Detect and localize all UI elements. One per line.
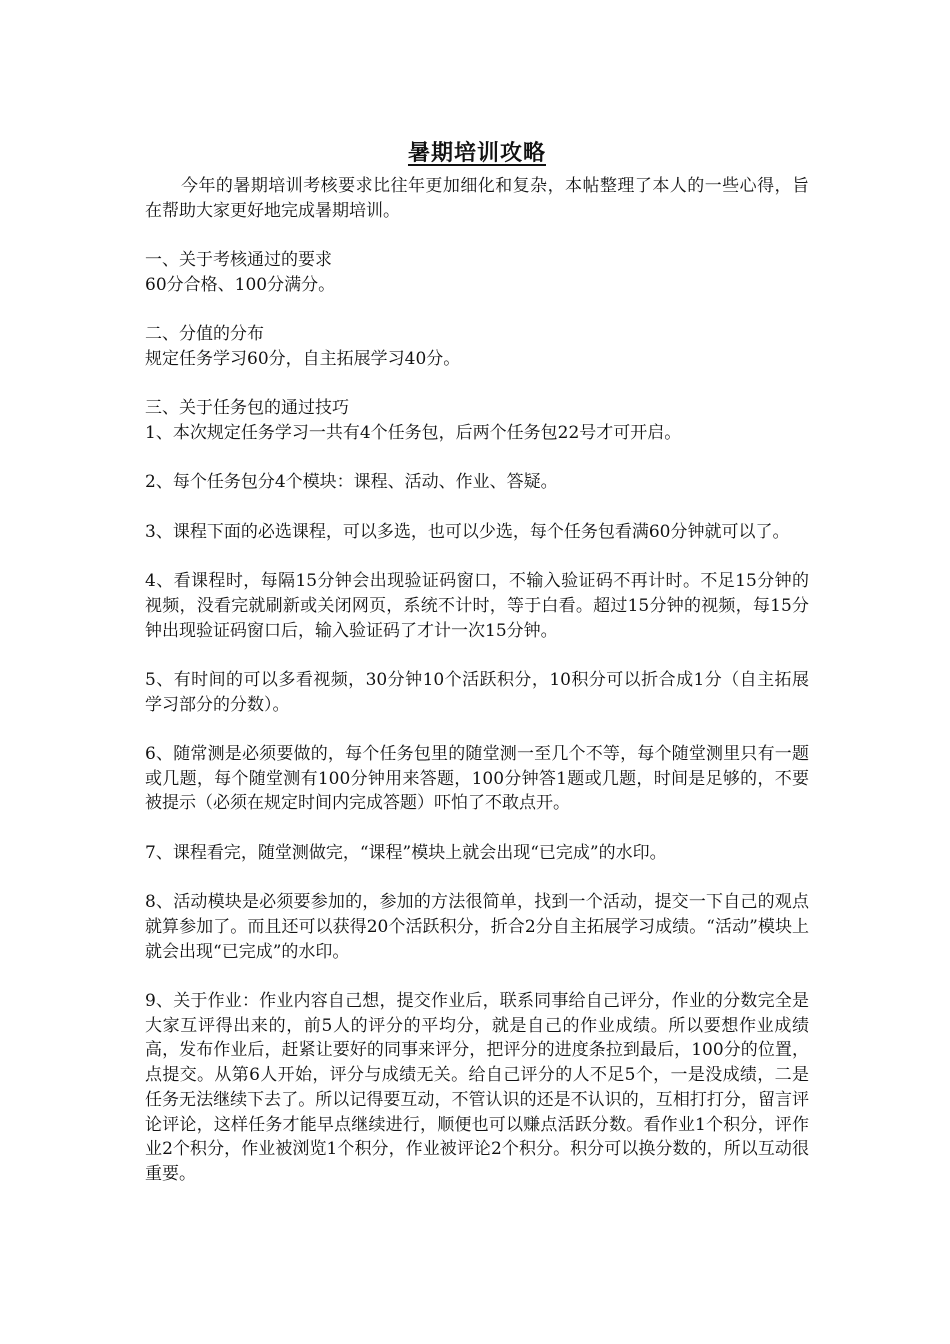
list-item: 7、课程看完，随堂测做完，“课程”模块上就会出现“已完成”的水印。	[145, 842, 667, 863]
intro-paragraph: 今年的暑期培训考核要求比往年更加细化和复杂，本帖整理了本人的一些心得，旨在帮助大家更好地完成暑期培训。	[145, 176, 809, 221]
list-item: 9、关于作业：作业内容自己想，提交作业后，联系同事给自己评分，作业的分数完全是大家互评得出来的，前5人的评分的平均分，就是自己的作业成绩。所以要想作业成绩高，发布作业后，赶紧让要好的同事来评分，把评分的进度条拉到最后，100分的位置，点提交。从第6人开始，评分与成绩无关。给自己评分的人不足5个，一是没成绩，二是任务无法继续下去了。所以记得要互动，不管认识的还是不认识的，互相打打分，留言评论评论，这样任务才能早点继续进行，顺便也可以赚点活跃分数。看作业1个积分，评作业2个积分，作业被浏览1个积分，作业被评论2个积分。积分可以换分数的，所以互动很重要。	[145, 991, 809, 1184]
list-item: 5、有时间的可以多看视频，30分钟10个活跃积分，10积分可以折合成1分（自主拓展学习部分的分数）。	[145, 669, 809, 715]
list-item: 3、课程下面的必选课程，可以多选，也可以少选，每个任务包看满60分钟就可以了。	[145, 521, 790, 542]
section-heading-score-distribution: 二、分值的分布	[145, 324, 264, 345]
list-item: 2、每个任务包分4个模块：课程、活动、作业、答疑。	[145, 472, 558, 493]
document-title: 暑期培训攻略	[407, 140, 546, 166]
paragraph-gap	[145, 372, 809, 397]
list-item: 8、活动模块是必须要参加的，参加的方法很简单，找到一个活动，提交一下自己的观点就算参加了。而且还可以获得20个活跃积分，折合2分自主拓展学习成绩。“活动”模块上就会出现“已完成”的水印。	[145, 892, 809, 962]
section-text-score-distribution: 规定任务学习60分，自主拓展学习40分。	[145, 348, 461, 369]
list-item: 6、随常测是必须要做的，每个任务包里的随堂测一至几个不等，每个随堂测里只有一题或几题，每个随堂测有100分钟用来答题，100分钟答1题或几题，时间是足够的，不要被提示（必须在规定时间内完成答题）吓怕了不敢点开。	[145, 744, 809, 814]
paragraph-gap	[145, 964, 809, 989]
section-text-requirements: 60分合格、100分满分。	[145, 274, 336, 295]
paragraph-gap	[145, 866, 809, 891]
paragraph-gap	[145, 717, 809, 742]
paragraph-gap	[145, 446, 809, 471]
paragraph-gap	[145, 298, 809, 323]
list-item: 4、看课程时，每隔15分钟会出现验证码窗口，不输入验证码不再计时。不足15分钟的视频，没看完就刷新或关闭网页，系统不计时，等于白看。超过15分钟的视频，每15分钟出现验证码窗口后，输入验证码了才计一次15分钟。	[145, 571, 809, 641]
list-item: 1、本次规定任务学习一共有4个任务包，后两个任务包22号才可开启。	[145, 422, 682, 443]
paragraph-gap	[145, 643, 809, 668]
document-page	[145, 136, 809, 1187]
paragraph-gap	[145, 816, 809, 841]
paragraph-gap	[145, 495, 809, 520]
paragraph-gap	[145, 223, 809, 248]
paragraph-gap	[145, 544, 809, 569]
section-heading-task-tips: 三、关于任务包的通过技巧	[145, 398, 349, 419]
section-heading-requirements: 一、关于考核通过的要求	[145, 250, 332, 271]
